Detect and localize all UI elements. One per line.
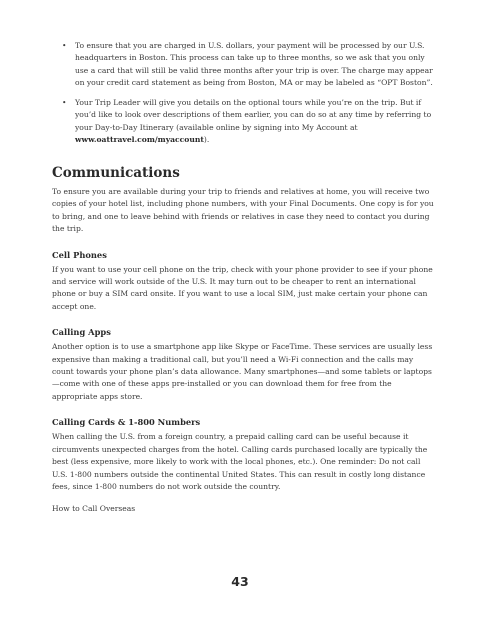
bullet-marker: •	[62, 98, 67, 108]
calling-apps-heading: Calling Apps	[52, 327, 111, 338]
page-number: 43	[231, 574, 249, 589]
myaccount-link[interactable]: www.oattravel.com/myaccount	[75, 135, 204, 145]
calling-cards-body: When calling the U.S. from a foreign country, a prepaid calling card can be useful because it circumvents unexpected charges from the hotel. Calling cards purchased locally are typically the best (less expensive, more likely to work with the local phones, etc.). One reminder: Do not call U.S. 1-800 numbers outside the continental United States. This can result in costly long distance fees, since 1-800 numbers do not work outside the country.	[52, 432, 428, 491]
main-content	[52, 164, 434, 529]
bullet-text-payment: To ensure that you are charged in U.S. dollars, your payment will be processed by our U.S. headquarters in Boston. This process can take up to three months, so we ask that you only use a card that will still be valid three months after your trip is over. The charge may appear on your credit card statement as being from Boston, MA or may be labeled as “OPT Boston”.	[75, 41, 433, 87]
communications-intro: To ensure you are available during your trip to friends and relatives at home, you will receive two copies of your hotel list, including phone numbers, with your Final Documents. One copy is for you to bring, and one to leave behind with friends or relatives in case they need to contact you during the trip.	[52, 187, 434, 234]
bullet-text-end: ).	[203, 135, 210, 145]
cell-phones-heading: Cell Phones	[52, 249, 107, 260]
payment-bullet-list	[62, 40, 440, 154]
bullet-marker: •	[62, 41, 67, 50]
calling-cards-heading: Calling Cards & 1-800 Numbers	[52, 417, 201, 428]
cell-phones-body: If you want to use your cell phone on the trip, check with your phone provider to see if your phone and service will work outside of the U.S. It may turn out to be cheaper to rent an international phone or buy a SIM card onsite. If you want to use a local SIM, just make certain your phone can accept one.	[52, 264, 433, 311]
bullet-item-trip-leader	[62, 97, 440, 146]
how-to-call-overseas: How to Call Overseas	[52, 504, 136, 514]
communications-heading: Communications	[52, 165, 180, 181]
bullet-item-payment	[62, 40, 440, 89]
bullet-text-trip-leader: Your Trip Leader will give you details on the optional tours while you’re on the trip. But if you’d like to look over descriptions of them earlier, you can do so at any time by referring to your Day-to-Day Itinerary (available online by signing into My Account at	[75, 98, 432, 132]
calling-apps-body: Another option is to use a smartphone app like Skype or FaceTime. These services are usually less expensive than making a traditional call, but you’ll need a Wi-Fi connection and the calls may count towards your phone plan’s data allowance. Many smartphones—and some tablets or laptops—come with one of these apps pre-installed or you can download them for free from the appropriate apps store.	[52, 342, 433, 401]
